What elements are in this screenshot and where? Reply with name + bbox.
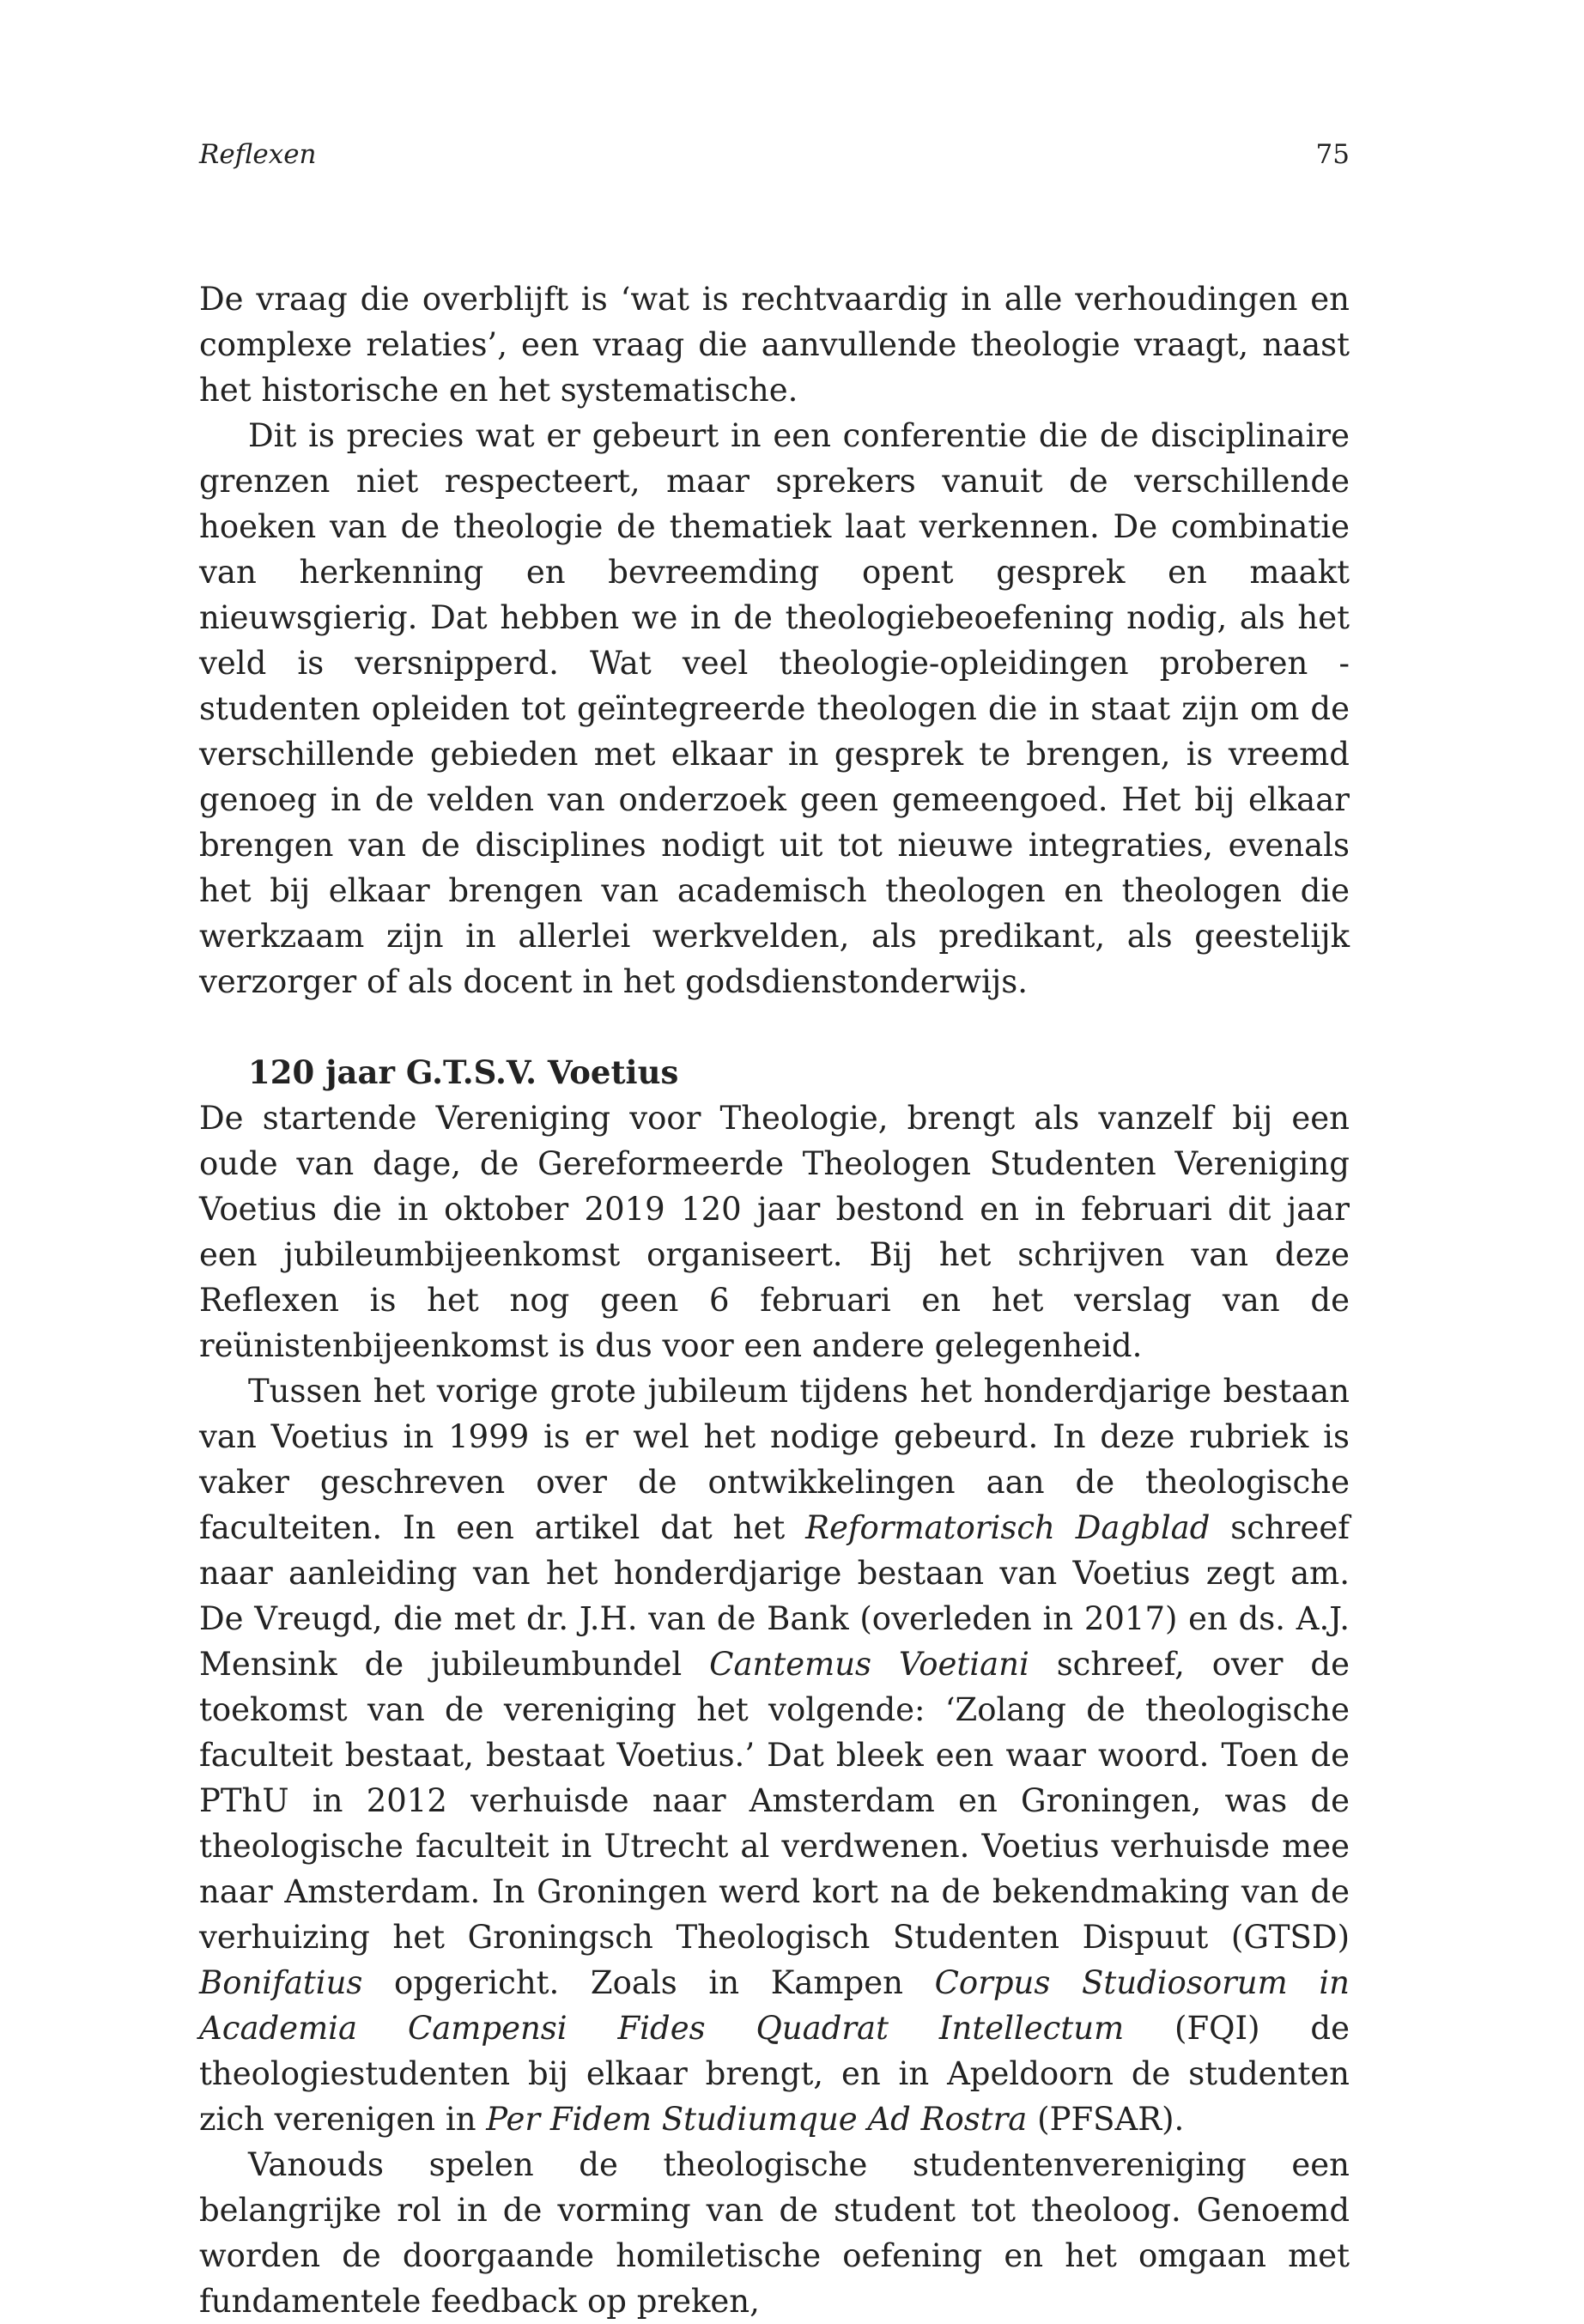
italic-name-bonifatius: Bonifatius: [199, 1964, 363, 2001]
section-paragraph-1: De startende Vereniging voor Theologie, brengt als vanzelf bij een oude van dage, de Gereformeerde Theologen Studenten Vereniging Voetius die in oktober 2019 120 jaar bestond en in februari dit jaar een jubileumbijeenkomst organiseert. Bij het schrijven van deze Reflexen is het nog geen 6 februari en het verslag van de reünistenbijeenkomst is dus voor een andere gelegenheid.: [199, 1100, 1350, 1364]
text-run: schreef, over de toekomst van de vereniging het volgende: ‘Zolang de theologische faculteit bestaat, bestaat Voetius.’ Dat bleek een waar woord. Toen de PThU in 2012 verhuisde naar Amsterdam en Groningen, was de theologische faculteit in Utrecht al verdwenen. Voetius verhuisde mee naar Amsterdam. In Groningen werd kort na de bekendmaking van de verhuizing het Groningsch Theologisch Studenten Dispuut (GTSD): [199, 1646, 1350, 1956]
section-paragraph-2: [199, 1368, 1350, 2142]
body-text: [199, 276, 1350, 2324]
text-run: opgericht. Zoals in Kampen: [362, 1964, 935, 2001]
text-run: Tussen het vorige grote jubileum tijdens het honderdjarige bestaan van Voetius in 1999 is er wel het nodige gebeurd. In deze rubriek is vaker geschreven over de ontwikkelingen aan de theologische faculteiten. In een artikel dat het: [199, 1373, 1350, 1546]
paragraph-1: De vraag die overblijft is ‘wat is rechtvaardig in alle verhoudingen en complexe relaties’, een vraag die aanvullende theologie vraagt, naast het historische en het systematische.: [199, 281, 1350, 409]
section-heading: 120 jaar G.T.S.V. Voetius: [248, 1053, 679, 1091]
italic-title-reformatorisch-dagblad: Reformatorisch Dagblad: [805, 1509, 1211, 1546]
text-run: schreef naar aanleiding van het honderdjarige bestaan van Voetius zegt am. De Vreugd, die met dr. J.H. van de Bank (overleden in 2017) en ds. A.J. Mensink de jubileumbundel: [199, 1509, 1350, 1683]
page-number: 75: [1315, 139, 1350, 170]
italic-name-pfsar: Per Fidem Studiumque Ad Rostra: [486, 2101, 1028, 2138]
running-title: Reflexen: [199, 139, 317, 170]
running-header: [199, 137, 1350, 172]
text-run: (PFSAR).: [1027, 2101, 1185, 2138]
section-paragraph-3: Vanouds spelen de theologische studentenvereniging een belangrijke rol in de vorming van de student tot theoloog. Genoemd worden de doorgaande homiletische oefening en het omgaan met fundamentele feedback op preken,: [199, 2146, 1350, 2320]
paragraph-2: Dit is precies wat er gebeurt in een conferentie die de disciplinaire grenzen niet respecteert, maar sprekers vanuit de verschillende hoeken van de theologie de thematiek laat verkennen. De combinatie van herkenning en bevreemding opent gesprek en maakt nieuwsgierig. Dat hebben we in de theologiebeoefening nodig, als het veld is versnipperd. Wat veel theologie-opleidingen proberen - studenten opleiden tot geïntegreerde theologen die in staat zijn om de verschillende gebieden met elkaar in gesprek te brengen, is vreemd genoeg in de velden van onderzoek geen gemeengoed. Het bij elkaar brengen van de disciplines nodigt uit tot nieuwe integraties, evenals het bij elkaar brengen van academisch theologen en theologen die werkzaam zijn in allerlei werkvelden, als predikant, als geestelijk verzorger of als docent in het godsdienstonderwijs.: [199, 417, 1350, 1000]
text-run: (FQI) de theologiestudenten bij elkaar brengt, en in Apeldoorn de studenten zich verenigen in: [199, 2010, 1350, 2138]
italic-name-fqi: Corpus Studiosorum in Academia Campensi Fides Quadrat Intellectum: [199, 1964, 1350, 2047]
italic-title-cantemus-voetiani: Cantemus Voetiani: [709, 1646, 1029, 1683]
